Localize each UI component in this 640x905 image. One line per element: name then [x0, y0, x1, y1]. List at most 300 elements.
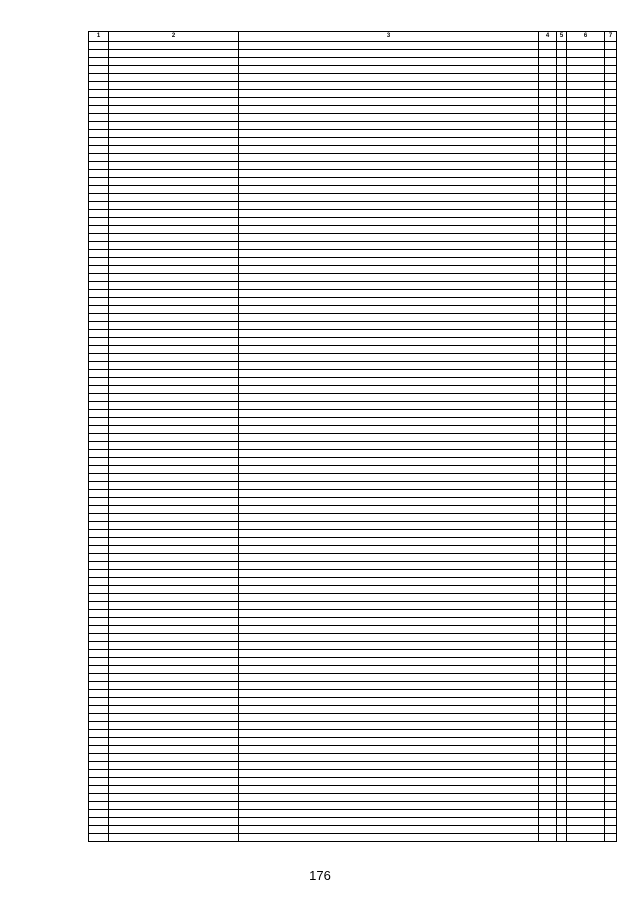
table-cell: [89, 58, 109, 66]
table-cell: [557, 562, 567, 570]
table-cell: [539, 418, 557, 426]
table-cell: [605, 266, 617, 274]
table-cell: [539, 698, 557, 706]
table-cell: [239, 786, 539, 794]
table-cell: [605, 506, 617, 514]
table-cell: [539, 106, 557, 114]
table-cell: [539, 410, 557, 418]
table-cell: [539, 306, 557, 314]
table-cell: [539, 786, 557, 794]
table-cell: [239, 314, 539, 322]
table-cell: [557, 586, 567, 594]
table-row: [89, 106, 617, 114]
table-cell: [89, 794, 109, 802]
table-cell: [605, 42, 617, 50]
table-cell: [567, 290, 605, 298]
table-cell: [539, 762, 557, 770]
table-cell: [539, 426, 557, 434]
table-cell: [239, 730, 539, 738]
table-cell: [557, 386, 567, 394]
table-cell: [557, 794, 567, 802]
table-cell: [109, 450, 239, 458]
table-row: [89, 802, 617, 810]
table-cell: [89, 586, 109, 594]
table-cell: [239, 826, 539, 834]
table-cell: [605, 722, 617, 730]
table-row: [89, 130, 617, 138]
table-cell: [605, 218, 617, 226]
table-cell: [239, 586, 539, 594]
table-cell: [557, 834, 567, 842]
table-cell: [109, 58, 239, 66]
table-cell: [89, 394, 109, 402]
table-cell: [89, 50, 109, 58]
table-cell: [89, 738, 109, 746]
table-cell: [239, 762, 539, 770]
table-cell: [567, 706, 605, 714]
table-cell: [557, 154, 567, 162]
table-cell: [605, 546, 617, 554]
table-cell: [89, 170, 109, 178]
table-cell: [89, 458, 109, 466]
table-cell: [239, 234, 539, 242]
table-cell: [557, 234, 567, 242]
table-row: [89, 114, 617, 122]
table-cell: [109, 162, 239, 170]
table-cell: [605, 794, 617, 802]
table-cell: [557, 666, 567, 674]
table-cell: [109, 626, 239, 634]
table-cell: [89, 130, 109, 138]
table-cell: [239, 410, 539, 418]
table-cell: [557, 434, 567, 442]
table-cell: [557, 506, 567, 514]
table-cell: [539, 362, 557, 370]
table-cell: [109, 810, 239, 818]
table-cell: [539, 706, 557, 714]
table-cell: [239, 266, 539, 274]
table-cell: [89, 450, 109, 458]
table-cell: [557, 290, 567, 298]
table-cell: [109, 682, 239, 690]
table-cell: [539, 98, 557, 106]
table-cell: [89, 698, 109, 706]
table-cell: [239, 258, 539, 266]
table-cell: [109, 154, 239, 162]
table-cell: [109, 770, 239, 778]
table-cell: [557, 618, 567, 626]
table-row: [89, 578, 617, 586]
table-cell: [605, 90, 617, 98]
table-cell: [539, 618, 557, 626]
table-cell: [567, 378, 605, 386]
table-cell: [557, 178, 567, 186]
table-cell: [539, 690, 557, 698]
table-cell: [89, 538, 109, 546]
column-header: 6: [567, 32, 605, 42]
table-cell: [539, 730, 557, 738]
table-cell: [557, 650, 567, 658]
table-row: [89, 786, 617, 794]
table-row: [89, 410, 617, 418]
table-cell: [567, 202, 605, 210]
table-cell: [109, 186, 239, 194]
table-cell: [239, 98, 539, 106]
table-cell: [539, 770, 557, 778]
table-cell: [605, 826, 617, 834]
table-cell: [109, 194, 239, 202]
table-cell: [239, 674, 539, 682]
table-cell: [567, 114, 605, 122]
table-cell: [605, 658, 617, 666]
table-cell: [557, 410, 567, 418]
table-row: [89, 202, 617, 210]
table-cell: [109, 266, 239, 274]
table-row: [89, 514, 617, 522]
table-cell: [557, 674, 567, 682]
table-cell: [567, 50, 605, 58]
table-cell: [605, 170, 617, 178]
table-cell: [89, 266, 109, 274]
table-cell: [557, 354, 567, 362]
table-cell: [557, 130, 567, 138]
table-cell: [557, 242, 567, 250]
table-cell: [89, 114, 109, 122]
table-cell: [239, 818, 539, 826]
table-cell: [539, 746, 557, 754]
table-cell: [109, 170, 239, 178]
table-cell: [89, 810, 109, 818]
table-cell: [557, 258, 567, 266]
table-cell: [539, 434, 557, 442]
table-row: [89, 162, 617, 170]
table-cell: [557, 810, 567, 818]
table-cell: [567, 106, 605, 114]
table-cell: [539, 194, 557, 202]
table-cell: [567, 522, 605, 530]
table-row: [89, 362, 617, 370]
table-cell: [89, 194, 109, 202]
table-cell: [89, 146, 109, 154]
table-cell: [605, 330, 617, 338]
table-cell: [89, 274, 109, 282]
table-cell: [605, 234, 617, 242]
table-cell: [567, 682, 605, 690]
table-cell: [109, 226, 239, 234]
table-cell: [539, 834, 557, 842]
table-row: [89, 658, 617, 666]
table-row: [89, 258, 617, 266]
table-cell: [557, 418, 567, 426]
table-cell: [539, 202, 557, 210]
table-row: [89, 218, 617, 226]
table-cell: [239, 106, 539, 114]
table-cell: [567, 778, 605, 786]
table-row: [89, 554, 617, 562]
table-cell: [109, 146, 239, 154]
table-cell: [557, 498, 567, 506]
table-cell: [557, 754, 567, 762]
table-cell: [567, 242, 605, 250]
table-cell: [109, 74, 239, 82]
table-cell: [539, 682, 557, 690]
table-cell: [567, 666, 605, 674]
table-cell: [557, 778, 567, 786]
table-cell: [605, 490, 617, 498]
table-cell: [89, 290, 109, 298]
table-cell: [567, 738, 605, 746]
table-cell: [557, 274, 567, 282]
table-cell: [557, 818, 567, 826]
table-cell: [239, 250, 539, 258]
table-cell: [109, 482, 239, 490]
table-cell: [567, 658, 605, 666]
table-cell: [557, 322, 567, 330]
table-cell: [109, 514, 239, 522]
table-cell: [539, 370, 557, 378]
table-cell: [605, 778, 617, 786]
table-cell: [605, 354, 617, 362]
table-cell: [539, 338, 557, 346]
table-cell: [89, 802, 109, 810]
table-cell: [557, 474, 567, 482]
table-cell: [239, 522, 539, 530]
table-cell: [239, 658, 539, 666]
table-cell: [605, 162, 617, 170]
table-cell: [567, 586, 605, 594]
table-cell: [557, 490, 567, 498]
table-cell: [239, 274, 539, 282]
table-cell: [239, 530, 539, 538]
table-cell: [89, 706, 109, 714]
table-cell: [567, 426, 605, 434]
table-cell: [557, 802, 567, 810]
table-cell: [567, 674, 605, 682]
table-cell: [89, 562, 109, 570]
table-cell: [567, 338, 605, 346]
table-cell: [605, 58, 617, 66]
table-cell: [89, 378, 109, 386]
table-cell: [605, 642, 617, 650]
table-cell: [567, 58, 605, 66]
table-cell: [557, 210, 567, 218]
table-cell: [539, 138, 557, 146]
table-cell: [567, 570, 605, 578]
table-cell: [89, 338, 109, 346]
table-cell: [89, 306, 109, 314]
table-cell: [557, 394, 567, 402]
table-cell: [89, 634, 109, 642]
table-cell: [605, 138, 617, 146]
table-cell: [539, 642, 557, 650]
table-cell: [109, 258, 239, 266]
table-cell: [239, 82, 539, 90]
table-cell: [89, 122, 109, 130]
table-cell: [239, 434, 539, 442]
table-cell: [109, 370, 239, 378]
table-cell: [605, 274, 617, 282]
table-cell: [239, 346, 539, 354]
table-cell: [605, 418, 617, 426]
table-row: [89, 418, 617, 426]
table-row: [89, 146, 617, 154]
table-cell: [109, 618, 239, 626]
table-cell: [89, 770, 109, 778]
table-cell: [89, 234, 109, 242]
table-cell: [557, 610, 567, 618]
table-cell: [539, 66, 557, 74]
table-cell: [557, 226, 567, 234]
table-cell: [557, 250, 567, 258]
table-cell: [605, 714, 617, 722]
table-cell: [567, 618, 605, 626]
table-cell: [557, 282, 567, 290]
table-cell: [109, 274, 239, 282]
table-cell: [239, 298, 539, 306]
table-cell: [567, 42, 605, 50]
table-cell: [557, 458, 567, 466]
table-cell: [605, 698, 617, 706]
table-cell: [605, 154, 617, 162]
table-cell: [109, 506, 239, 514]
table-cell: [605, 578, 617, 586]
table-cell: [89, 98, 109, 106]
table-cell: [89, 474, 109, 482]
table-cell: [567, 162, 605, 170]
table-cell: [239, 122, 539, 130]
table-cell: [605, 530, 617, 538]
table-cell: [109, 434, 239, 442]
table-cell: [567, 730, 605, 738]
table-cell: [605, 202, 617, 210]
table-cell: [539, 722, 557, 730]
table-cell: [557, 218, 567, 226]
table-cell: [567, 130, 605, 138]
table-cell: [539, 354, 557, 362]
table-cell: [567, 794, 605, 802]
table-row: [89, 506, 617, 514]
table-cell: [605, 666, 617, 674]
table-cell: [557, 98, 567, 106]
table-cell: [605, 458, 617, 466]
table-cell: [605, 106, 617, 114]
table-cell: [239, 458, 539, 466]
table-cell: [539, 58, 557, 66]
table-row: [89, 770, 617, 778]
table-cell: [567, 442, 605, 450]
table-cell: [605, 122, 617, 130]
table-cell: [539, 650, 557, 658]
table-cell: [89, 554, 109, 562]
table-cell: [539, 514, 557, 522]
table-cell: [567, 650, 605, 658]
table-cell: [109, 586, 239, 594]
table-cell: [567, 322, 605, 330]
column-header: 3: [239, 32, 539, 42]
table-cell: [605, 338, 617, 346]
table-cell: [89, 42, 109, 50]
table-cell: [605, 98, 617, 106]
table-cell: [239, 594, 539, 602]
table-cell: [109, 378, 239, 386]
table-cell: [239, 74, 539, 82]
table-row: [89, 314, 617, 322]
table-row: [89, 754, 617, 762]
table-cell: [239, 290, 539, 298]
table-row: [89, 650, 617, 658]
table-cell: [239, 418, 539, 426]
column-header: 1: [89, 32, 109, 42]
table-cell: [109, 530, 239, 538]
table-cell: [567, 482, 605, 490]
table-cell: [539, 122, 557, 130]
table-cell: [239, 650, 539, 658]
table-row: [89, 738, 617, 746]
table-cell: [557, 122, 567, 130]
table-cell: [605, 322, 617, 330]
table-cell: [239, 178, 539, 186]
table-cell: [109, 570, 239, 578]
table-cell: [539, 394, 557, 402]
table-cell: [239, 138, 539, 146]
table-row: [89, 330, 617, 338]
table-cell: [567, 98, 605, 106]
table-cell: [89, 402, 109, 410]
table-cell: [239, 42, 539, 50]
table-cell: [239, 338, 539, 346]
table-row: [89, 602, 617, 610]
table-cell: [89, 410, 109, 418]
table-cell: [567, 642, 605, 650]
table-cell: [567, 218, 605, 226]
table-cell: [89, 178, 109, 186]
table-cell: [239, 386, 539, 394]
table-cell: [109, 474, 239, 482]
table-cell: [605, 314, 617, 322]
table-cell: [539, 234, 557, 242]
table-cell: [557, 642, 567, 650]
table-cell: [567, 810, 605, 818]
table-cell: [539, 330, 557, 338]
table-cell: [89, 674, 109, 682]
table-row: [89, 138, 617, 146]
table-row: [89, 458, 617, 466]
table-cell: [109, 666, 239, 674]
table-cell: [109, 82, 239, 90]
table-cell: [539, 386, 557, 394]
table-cell: [89, 138, 109, 146]
table-row: [89, 322, 617, 330]
table-cell: [605, 786, 617, 794]
table-cell: [239, 834, 539, 842]
table-cell: [539, 498, 557, 506]
table-cell: [239, 554, 539, 562]
table-cell: [239, 754, 539, 762]
table-cell: [239, 218, 539, 226]
table-cell: [239, 242, 539, 250]
table-cell: [109, 210, 239, 218]
table-row: [89, 810, 617, 818]
table-cell: [605, 754, 617, 762]
table-cell: [605, 386, 617, 394]
table-cell: [539, 186, 557, 194]
table-cell: [239, 626, 539, 634]
table-cell: [605, 210, 617, 218]
table-cell: [239, 610, 539, 618]
table-cell: [239, 370, 539, 378]
table-cell: [605, 114, 617, 122]
table-cell: [109, 650, 239, 658]
